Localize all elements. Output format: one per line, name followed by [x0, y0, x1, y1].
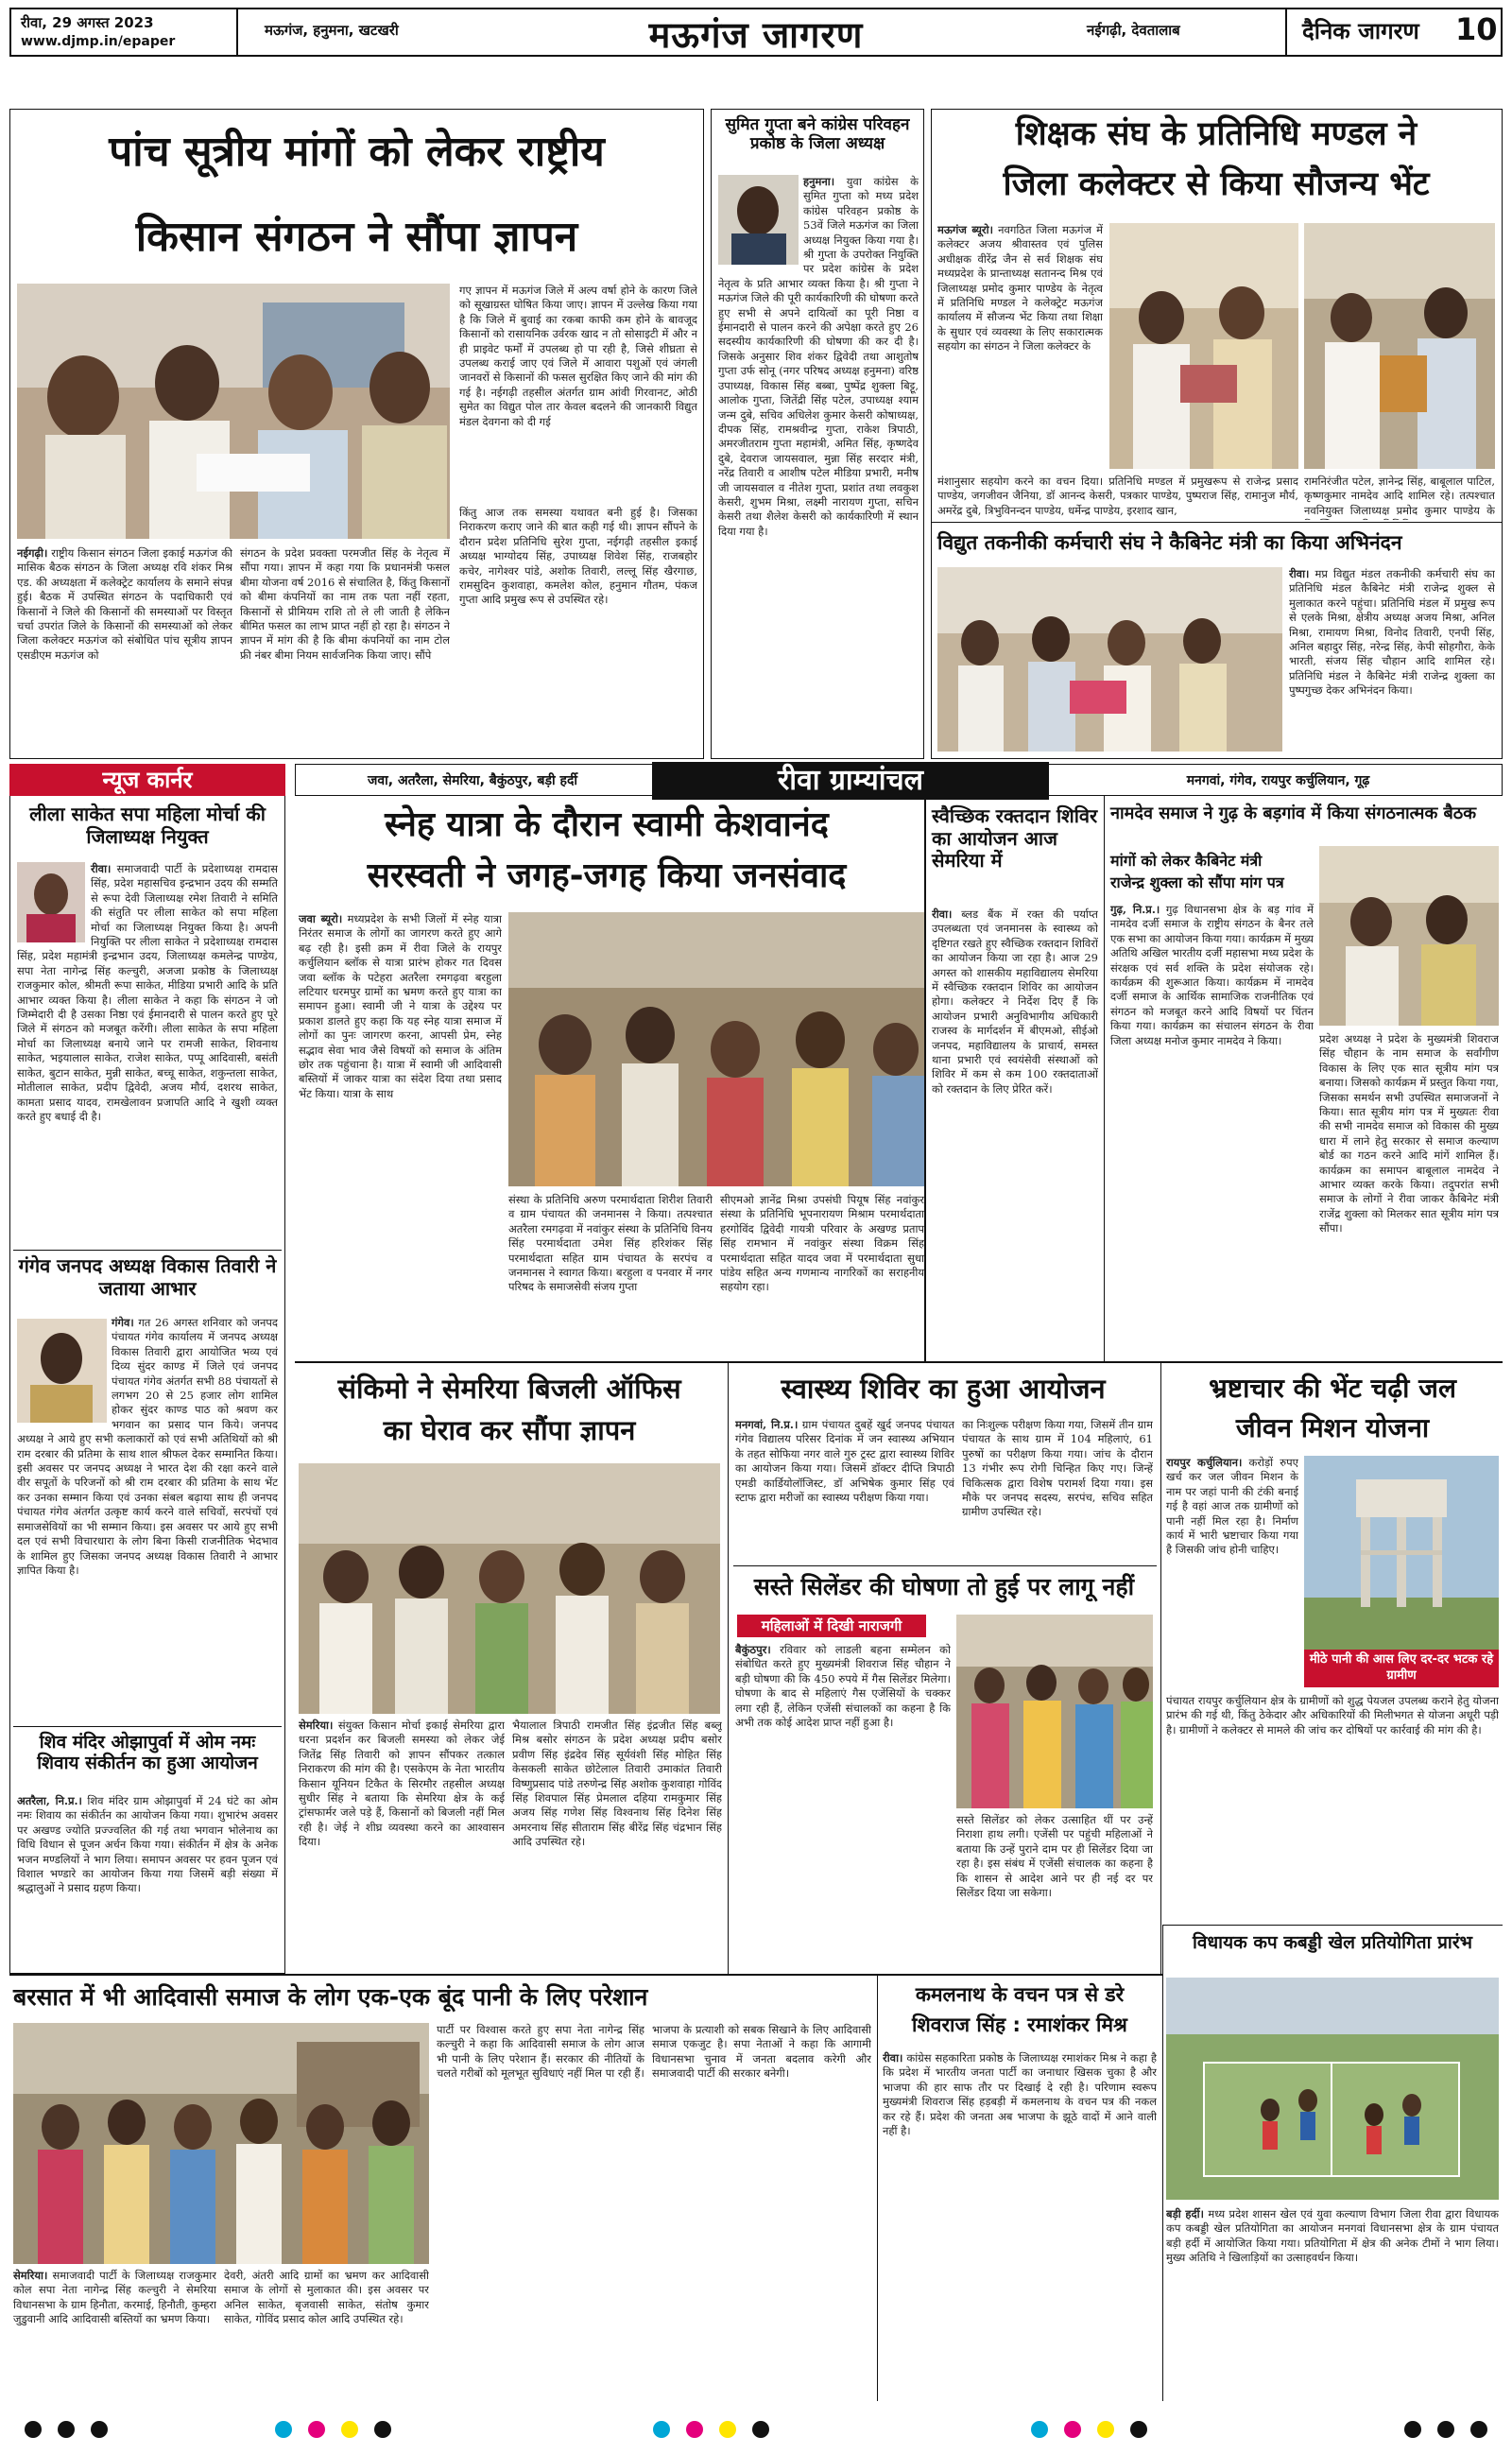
story-shikshak-headline-2: जिला कलेक्टर से किया सौजन्य भेंट: [1003, 165, 1430, 203]
story-kabaddi-dateline: बड़ी हर्दी।: [1166, 2207, 1204, 2221]
story-shikshak-photo-2: [1304, 223, 1495, 469]
story-silendar-col-1: [735, 1643, 951, 1972]
story-sankimo-dateline: सेमरिया।: [299, 1719, 334, 1732]
story-vidyut-body-text: मप्र विद्युत मंडल तकनीकी कर्मचारी संघ का प्रतिनिधि मंडल कैबिनेट मंत्री राजेन्द्र शुक्ल से मुलाकात करने पहुंचा। प्रतिनिधि मंडल में प्रमुख रूप से एलके मिश्रा, क्षेत्रीय अध्यक्ष अजय मिश्रा, अनिल मिश्रा, रामायण मिश्रा, विनोद तिवारी, एनपी सिंह, अनिल बहादुर सिंह, नरेन्द्र सिंह, केपी सोहगौरा, केके भारती, संजय सिंह चौहान आदि शामिल रहे। प्रतिनिधि मंडल ने कैबिनेट मंत्री राजेन्द्र शुक्ला का पुष्पगुच्छ देकर अभिनंदन किया।: [1289, 567, 1495, 698]
story-silendar-dateline: बैकुंठपुर।: [735, 1643, 771, 1656]
section-strip-left: जवा, अतरैला, सेमरिया, बैकुंठपुर, बड़ी हर्दी: [367, 773, 578, 788]
story-namdev-col-1: [1110, 903, 1314, 1357]
story-kabaddi-photo: [1166, 1978, 1499, 2200]
story-barsat-body-1: समाजवादी पार्टी के जिलाध्यक्ष राजकुमार कोल सपा नेता नागेन्द्र सिंह कल्चुरी ने सेमरिया विधानसभा के ग्राम हिनौता, करमाई, हिनौती, कुम्हरा जुडुवानी आदि आदिवासी बस्तियों का भ्रमण किया।: [13, 2269, 216, 2326]
story-sankimo-col-1: [299, 1719, 505, 1972]
story-namdev-headline-1: नामदेव समाज ने गुढ़ के बड़गांव में किया संगठनात्मक बैठक: [1110, 804, 1477, 823]
story-vidyut-dateline: रीवा।: [1289, 567, 1310, 580]
news-corner-label: न्यूज कार्नर: [9, 764, 285, 796]
story-leela-headline: लीला साकेत सपा महिला मोर्चा की जिलाध्यक्ष नियुक्त: [29, 803, 266, 848]
story-kisan-headline-2: किसान संगठन ने सौंपा ज्ञापन: [135, 213, 578, 261]
story-bhrashtachar-body-1: करोड़ों रुपए खर्च कर जल जीवन मिशन के नाम पर जहां पानी की टंकी बनाई गई है वहां आज तक ग्रामीणों को पानी नहीं मिल रहा है। निर्माण कार्य में भारी भ्रष्टाचार किया गया है जिसकी जांच होनी चाहिए।: [1166, 1456, 1298, 1557]
story-barsat-col-1: [13, 2269, 216, 2396]
story-sumit-body-text: युवा कांग्रेस के सुमित गुप्ता को मध्य प्रदेश कांग्रेस परिवहन प्रकोष्ठ के 53वें जिले मऊगंज का जिला अध्यक्ष नियुक्त किया गया है। श्री गुप्ता के उपरोक्त नियुक्ति पर प्रदेश कांग्रेस के प्रदेश नेतृत्व के प्रति आभार व्यक्त किया है। श्री गुप्ता ने मऊगंज जिले की पूरी कार्यकारिणी की घोषणा करते हुए सभी से अपने दायित्वों का पूरी निष्ठा व ईमानदारी से पालन करने की अपेक्षा करते हुए 26 सदस्यीय कार्यकारिणी की घोषणा की कर दी है। जिसके अनुसार शिव शंकर द्विवेदी तथा आशुतोष गुप्ता उर्फ सोनू (नगर परिषद अध्यक्ष हनुमना) वरिष्ठ उपाध्यक्ष, विकास सिंह बब्बा, पुष्पेंद्र शुक्ला बिट्टू, आलोक गुप्ता, जितेंद्री सिंह पटेल, उपाध्यक्ष श्याम जन्म दुबे, सचिव अधिलेश कुमार केसरी कोषाध्यक्ष, दीपक सिंह, रामश्रवीन्द्र गुप्ता, राकेश त्रिपाठी, अमरजीतराम गुप्ता महामंत्री, अमित सिंह, कृष्णदेव दुबे, देवराज जायसवाल, मुन्ना सिंह सरदार मंत्री, नरेंद्र तिवारी व आशीष पटेल मीडिया प्रभारी, मनीष जी जायसवाल व नीतेश गुप्ता, प्रशांत तथा लवकुश केसरी, शुभम मिश्रा, लक्ष्मी नारायण गुप्ता, सचिन केसरी तथा शैलेश केसरी को कार्यकारिणी में स्थान दिया गया है।: [718, 175, 919, 538]
story-kisan-body-1: राष्ट्रीय किसान संगठन जिला इकाई मऊगंज की मासिक बैठक संगठन के जिला अध्यक्ष रवि शंकर मिश्र एड. की अध्यक्षता में कलेक्ट्रेट कार्यालय के समाने संपन्न हुई। बैठक में उपस्थित संगठन के पदाधिकारी एवं किसानों ने जिले की किसानों की समस्याओं पर विस्तृत चर्चा उपरांत जिले के किसानों की समस्याओं को लेकर जिला कलेक्टर मऊगंज को संबोधित पांच सूत्रीय ज्ञापन एसडीएम मऊगंज को: [17, 546, 232, 662]
story-sneh-body-1: मध्यप्रदेश के सभी जिलों में स्नेह यात्रा निरंतर समाज के लोगों का जागरण करते हुए आगे बढ़ रही है। इसी क्रम में रीवा जिले के रायपुर कर्चुलियान ब्लॉक से यात्रा प्रारंभ होकर गत दिवस जवा ब्लॉक के पटेहरा अतरैला रमगढ़वा बरहुला लटियार धरमपुर ग्रामों का भ्रमण करते हुए यात्रा का समापन हुआ। स्वामी जी ने यात्रा के उद्देश्य पर प्रकाश डालते हुए कहा कि यह स्नेह यात्रा समाज में लोगों का पुनः जागरण करना, आपसी प्रेम, स्नेह सद्भाव सेवा भाव जैसे विषयों को समाज के अंतिम छोर तक पहुंचाना है। यात्रा में स्वामी जी आदिवासी बस्तियों में जाकर यात्रा का संदेश दिया तथा प्रसाद भेंट किया। यात्रा के साथ: [299, 912, 502, 1100]
story-shikshak-col-3: रामनिरंजीत पटेल, ज्ञानेन्द्र सिंह, बाबूलाल पाटिल, कृष्णकुमार नामदेव आदि शामिल रहे। तत्पश्चात नवनियुक्त जिलाध्यक्ष प्रमोद कुमार पाण्डेय के: [1304, 475, 1495, 517]
masthead-name: मऊगंज जागरण: [648, 14, 864, 56]
story-rakt: [924, 796, 926, 1361]
story-sumit-dateline: हनुमना।: [803, 175, 835, 188]
story-vidyut-headline: विद्युत तकनीकी कर्मचारी संघ ने कैबिनेट मंत्री का किया अभिनंदन: [937, 531, 1402, 554]
story-sneh-headline-1: स्नेह यात्रा के दौरान स्वामी केशवानंद: [385, 805, 829, 844]
story-kabaddi-headline: विधायक कप कबड्डी खेल प्रतियोगिता प्रारंभ: [1193, 1932, 1472, 1953]
story-barsat-headline: बरसात में भी आदिवासी समाज के लोग एक-एक बूंद पानी के लिए परेशान: [13, 1983, 648, 2011]
story-kisan-headline-1: पांच सूत्रीय मांगों को लेकर राष्ट्रीय: [109, 128, 605, 176]
story-shikshak-body-1: नवगठित जिला मऊगंज में कलेक्टर अजय श्रीवास्तव एवं पुलिस अधीक्षक वीरेंद्र जैन से सर्व शिक्षक संघ मध्यप्रदेश के प्रान्ताध्यक्ष सतानन्द मिश्र एवं जिलाध्यक्ष प्रमोद कुमार पाण्डेय के नेतृत्व में प्रतिनिधि मण्डल ने कलेक्ट्रेट मऊगंज कार्यालय में सौजन्य भेंट किया तथा शिक्षा के सुधार एवं व्यवस्था के लिए सकारात्मक सहयोग का संगठन ने जिला कलेक्टर के: [937, 223, 1103, 354]
section-title: रीवा ग्राम्यांचल: [652, 762, 1049, 800]
story-kisan-col-2: संगठन के प्रदेश प्रवक्ता परमजीत सिंह के नेतृत्व में सौंपा गया। ज्ञापन में कहा गया कि प्रधानमंत्री फसल बीमा योजना वर्ष 2016 से संचालित है, किंतु किसानों को बीमा कंपनियों का नाम तक पता नहीं रहता, किसानों से प्रीमियम राशि तो ले ली जाती है लेकिन बीमित फसल का लाभ प्राप्त नहीं हो रहा है। संगठन ने ज्ञापन में मांग की है कि बीमा कंपनियों का नाम टोल फ्री नंबर बीमा नियम सार्वजनिक किया जाए। सौंपे: [240, 546, 450, 662]
masthead-brand: दैनिक जागरण: [1302, 18, 1419, 44]
story-kamalnath-body-text: कांग्रेस सहकारिता प्रकोष्ठ के जिलाध्यक्ष रमाशंकर मिश्र ने कहा है कि प्रदेश में भारतीय जनता पार्टी का जनाधार खिसक चुका है और भाजपा की हार साफ तौर पर दिखाई दे रही है। परिणाम स्वरूप मुख्यमंत्री शिवराज सिंह हड़बड़ी में कमलनाथ के वचन पत्र की नकल कर रहे हैं। प्रदेश की जनता अब भाजपा के झूठे वादों में आने वाली नहीं है।: [883, 2051, 1157, 2138]
story-rakt-headline: स्वैच्छिक रक्तदान शिविर का आयोजन आज सेमरिया में: [932, 804, 1098, 873]
story-sneh-col-3: सीएमओ ज्ञानेंद्र मिश्रा उपसंघी पियूष सिंह नवांकुर संस्था के प्रतिनिधि भूपनारायण मिश्राम परमार्थदाता हरगोविंद द्विवेदी गायत्री परिवार के अखण्ड प्रताप सिंह रामभान में नवांकुर संस्था विक्रम सिंह परमार्थदाता सहित यादव जवा में परमार्थदाता सुधा पांडेय सहित अन्य गणमान्य नागरिकों का सराहनीय सहयोग रहा।: [720, 1193, 924, 1294]
story-vidyut-photo: [937, 567, 1282, 752]
story-sumit-headline: सुमित गुप्ता बने कांग्रेस परिवहन प्रकोष्ठ के जिला अध्यक्ष: [725, 115, 910, 154]
story-sneh-headline-2: सरस्वती ने जगह-जगह किया जनसंवाद: [367, 856, 847, 895]
story-sumit-body: [718, 175, 919, 753]
story-shiv-headline: शिव मंदिर ओझापुर्वा में ओम नमः शिवाय संकीर्तन का हुआ आयोजन: [37, 1732, 258, 1774]
story-kabaddi-body: [1166, 2207, 1499, 2396]
story-leela-dateline: रीवा।: [91, 862, 112, 875]
story-sneh-col-2: संस्था के प्रतिनिधि अरुण परमार्थदाता शिरीश तिवारी व ग्राम पंचायत की जनमानस ने किया। तत्पश्चात अतरैला रमगढ़वा में नवांकुर संस्था के प्रतिनिधि विनय सिंह परमार्थदाता उमेश सिंह हरिशंकर सिंह परमार्थदाता सहित ग्राम पंचायत के सरपंच व जनमानस ने स्वागत किया। बरहुला व पनवार में नगर परिषद के समाजसेवी संजय गुप्ता: [508, 1193, 713, 1294]
story-bhrashtachar-col-1: [1166, 1456, 1298, 1673]
story-silendar-subhead: महिलाओं में दिखी नाराजगी: [737, 1615, 926, 1637]
story-barsat-photo: [13, 2023, 429, 2264]
story-vidyut-body: [1289, 567, 1495, 752]
story-silendar-body-1: रविवार को लाडली बहना सम्मेलन को संबोधित करते हुए मुख्यमंत्री शिवराज सिंह चौहान ने बड़ी घोषणा की कि 450 रुपये में गैस सिलेंडर मिलेगा। घोषणा के बाद से महिलाएं गैस एजेंसियों के चक्कर लगा रही हैं, लेकिन एजेंसी संचालकों का कहना है कि अभी तक कोई आदेश प्राप्त नहीं हुआ है।: [735, 1643, 951, 1730]
story-gangev-dateline: गंगेव।: [112, 1316, 134, 1329]
story-kisan-dateline: नईगढ़ी।: [17, 546, 48, 560]
story-shiv-body: [17, 1794, 278, 1970]
story-kamalnath-headline-2: शिवराज सिंह : रमाशंकर मिश्र: [912, 2013, 1127, 2036]
story-sankimo-headline-1: संकिमो ने सेमरिया बिजली ऑफिस: [337, 1373, 681, 1405]
story-sneh-col-1: [299, 912, 502, 1357]
story-shiv-dateline: अतरैला, नि.प्र.।: [17, 1794, 82, 1807]
story-bhrashtachar-headline-1: भ्रष्टाचार की भेंट चढ़ी जल: [1209, 1373, 1456, 1404]
story-kisan-col-1: [17, 546, 232, 754]
section-strip-right: मनगवां, गंगेव, रायपुर कर्चुलियान, गूढ़: [1186, 773, 1370, 788]
story-sankimo-body-1: संयुक्त किसान मोर्चा इकाई सेमरिया द्वारा धरना प्रदर्शन कर बिजली समस्या को लेकर जेई जितेंद्र सिंह तिवारी को ज्ञापन सौंपकर तत्काल निराकरण की मांग की है। एसकेएम के नेता भारतीय किसान यूनियन टिकैत के सिरमौर तहसील अध्यक्ष सुधीर सिंह ने बताया कि सेमरिया क्षेत्र के कई ट्रांसफार्मर जले पड़े हैं, किसानों को बिजली नहीं मिल रही है। जेई ने शीघ्र व्यवस्था करने का आश्वासन दिया।: [299, 1719, 505, 1849]
story-shikshak-photo-1: [1109, 223, 1298, 469]
story-shikshak-dateline: मऊगंज ब्यूरो।: [937, 223, 993, 236]
story-sankimo-photo: [299, 1463, 720, 1714]
masthead-right-towns: नईगढ़ी, देवतालाब: [1087, 22, 1180, 39]
story-swasthya-body-1: ग्राम पंचायत दुबहें खुर्द जनपद पंचायत गंगेव विद्यालय परिसर दिनांक में जन स्वास्थ्य अभियान के तहत सोफिया नगर वाले गुरु ट्रस्ट द्वारा स्वास्थ्य शिविर का आयोजन किया गया। जिसमें डॉक्टर दीप्ति त्रिपाठी एमडी कार्डियोलॉजिस्ट, डॉ अभिषेक कुमार सिंह एवं स्टाफ द्वारा मरीजों का स्वास्थ्य परीक्षण किया गया।: [735, 1418, 954, 1505]
story-rakt-body: [932, 907, 1098, 1356]
story-kisan-col-4: किंतु आज तक समस्या यथावत बनी हुई है। जिसका निराकरण कराए जाने की बात कही गई थी। ज्ञापन सौंपने के दौरान प्रदेश प्रतिनिधि सुरेश गुप्ता, नईगढ़ी तहसील इकाई अध्यक्ष भाग्योदय सिंह, उपाध्यक्ष शिवेश सिंह, राजबहोर कचेर, नागेश्वर पांडे, अशोक तिवारी, लल्लू सिंह खैरगाछ, रामसुदिन कुशवाहा, कमलेश कोल, हनुमान गौतम, पंकज गुप्ता आदि प्रमुख रूप से उपस्थित रहे।: [459, 506, 697, 607]
story-shikshak-col-2: मंशानुसार सहयोग करने का वचन दिया। प्रतिनिधि मण्डल में प्रमुखरूप से राजेन्द्र प्रसाद पाण्डेय, जगजीवन जैनिया, डॉ आनन्द केसरी, पत्रकार पाण्डेय, पुष्पराज सिंह, रामानुज मौर्य, अमरेंद्र दुबे, त्रिभुविनन्दन पाण्डेय, धर्मेन्द्र पाण्डेय, इरशाद खान,: [937, 475, 1298, 517]
story-gangev-body: [17, 1316, 278, 1722]
story-silendar-col-2: सस्ते सिलेंडर को लेकर उत्साहित थीं पर उन्हें निराशा हाथ लगी। एजेंसी पर पहुंची महिलाओं ने बताया कि उन्हें पुराने दाम पर ही सिलेंडर दिया जा रहा है। इस संबंध में एजेंसी संचालक का कहना है कि शासन से आदेश आने पर ही नई दर पर सिलेंडर दिया जा सकेगा।: [956, 1813, 1153, 1900]
story-sankimo-col-2: भैयालाल त्रिपाठी रामजीत सिंह इंद्रजीत सिंह बब्लू मिश्र बसोर संगठन के प्रदेश अध्यक्ष प्रदीप बसोर प्रवीण सिंह इंद्रदेव सिंह सूर्यवंशी सिंह मोहित सिंह केसकली साकेत छोटेलाल तिवारी उमाकांत तिवारी विष्णुप्रसाद पांडे तरुणेन्द्र सिंह अशोक कुशवाहा गोविंद सिंह शिवपाल सिंह प्रेमलाल दहिया रामकुमार सिंह अजय सिंह गणेश सिंह विश्वनाथ सिंह दिनेश सिंह अमरनाथ सिंह सीताराम सिंह बीरेंद्र सिंह चंद्रभान सिंह आदि उपस्थित रहे।: [512, 1719, 722, 1849]
masthead-page-number: 10: [1455, 11, 1498, 47]
registration-marks: [0, 2406, 1512, 2454]
story-sankimo-headline-2: का घेराव कर सौंपा ज्ञापन: [383, 1414, 636, 1446]
story-kisan-photo: [17, 284, 450, 539]
story-swasthya-col-1: [735, 1418, 954, 1560]
story-leela-body-text: समाजवादी पार्टी के प्रदेशाध्यक्ष रामदास सिंह, प्रदेश महासचिव इन्द्रभान उदय की सम्मति से रूपा देवी जिलाध्यक्ष रमेश तिवारी ने समिति की संतुति पर लीला साकेत को सपा महिला मोर्चा का जिलाध्यक्ष नियुक्त किया है। अपनी नियुक्ति पर लीला साकेत ने प्रदेशाध्यक्ष रामदास सिंह, प्रदेश महामंत्री इन्द्रभान उदय, जिलाध्यक्ष कमलेन्द्र पाण्डेय, सपा नेता नागेन्द्र सिंह कल्चुरी, अजजा प्रकोष्ठ के जिलाध्यक्ष राजकुमार कोल, श्रीमती रूपा साकेत, मीडिया प्रभारी आदि के प्रति आभार व्यक्त किया है। लीला साकेत ने कहा कि संगठन ने जो जिम्मेदारी दी है उसका निष्ठा एवं ईमानदारी से पालन करते हुए पूरे जिले में संगठन को मजबूत करेंगी। लीला साकेत के सपा महिला मोर्चा का जिलाध्यक्ष बनाये जाने पर रामजी साकेत, शिवनाथ साकेत, भइयालाल साकेत, राजेश साकेत, पप्पू आदिवासी, बसंती साकेत, बुटान साकेत, मुन्नी साकेत, बच्चू साकेत, शकुन्तला साकेत, मोतीलाल साकेत, प्रदीप द्विवेदी, अजय मौर्य, दशरथ साकेत, कामता प्रसाद यादव, रामखेलावन प्रजापति आदि ने खुशी व्यक्त करते हुए बधाई दी है।: [17, 862, 278, 1123]
story-shikshak-headline-1: शिक्षक संघ के प्रतिनिधि मण्डल ने: [1015, 115, 1418, 153]
story-bhrashtachar-headline-2: जीवन मिशन योजना: [1235, 1412, 1430, 1443]
story-silendar-headline: सस्ते सिलेंडर की घोषणा तो हुई पर लागू नहीं: [753, 1573, 1135, 1600]
story-rakt-body-text: ब्लड बैंक में रक्त की पर्याप्त उपलब्धता एवं जनमानस के स्वास्थ्य को दृष्टिगत रखते हुए स्वैच्छिक रक्तदान शिविरों का आयोजन किया जा रहा है। आज 29 अगस्त को शासकीय महाविद्यालय सेमरिया में स्वैच्छिक रक्तदान शिविर का आयोजन होगा। कलेक्टर ने निर्देश दिए हैं कि आयोजन प्रभारी अनुविभागीय अधिकारी राजस्व के मार्गदर्शन में बीएमओ, सीईओ जनपद, महाविद्यालय के प्राचार्य, समस्त थाना प्रभारी एवं स्वयंसेवी संस्थाओं को शिविर में कम से कम 100 रक्तदाताओं को रक्तदान के लिए प्रेरित करें।: [932, 907, 1098, 1096]
story-kamalnath-headline-1: कमलनाथ के वचन पत्र से डरे: [915, 1983, 1125, 2006]
masthead-left-towns: मऊगंज, हनुमना, खटखरी: [265, 22, 399, 39]
story-shiv-body-text: शिव मंदिर ग्राम ओझापुर्वा में 24 घंटे का ओम नमः शिवाय का संकीर्तन का आयोजन किया गया। शुभारंभ अवसर पर अखण्ड ज्योति प्रज्ज्वलित की गई तथा भगवान भोलेनाथ का विधि विधान से पूजन अर्चन किया गया। संकीर्तन में क्षेत्र के अनेक भजन मण्डलियों ने भाग लिया। समापन अवसर पर हवन पूजन एवं विशाल भण्डारे का आयोजन किया गया जिसमें बड़ी संख्या में श्रद्धालुओं ने प्रसाद ग्रहण किया।: [17, 1794, 278, 1895]
story-barsat-col-2: देवरी, अंतरी आदि ग्रामों का भ्रमण कर आदिवासी समाज के लोगों से मुलाकात की। इस अवसर पर अनिल साकेत, बृजवासी साकेत, संतोष कुमार साकेत, गोविंद प्रसाद कोल आदि उपस्थित रहे।: [224, 2269, 429, 2326]
masthead-date: रीवा, 29 अगस्त 2023: [21, 14, 154, 31]
story-barsat-dateline: सेमरिया।: [13, 2269, 48, 2282]
story-namdev-photo: [1319, 846, 1499, 1026]
story-gangev-body-text: गत 26 अगस्त शनिवार को जनपद पंचायत गंगेव कार्यालय में जनपद अध्यक्ष विकास तिवारी द्वारा आयोजित भव्य एवं दिव्य सुंदर काण्ड में जिले एवं जनपद पंचायत गंगेव अंतर्गत सभी 88 पंचायतों से लगभग 20 से 25 हजार लोग शामिल होकर सुंदर काण्ड पाठ को श्रवण कर भगवान का प्रसाद पान किये। जनपद अध्यक्ष ने आये हुए सभी कलाकारों को एवं सभी अतिथियों को श्री राम दरबार की प्रतिमा के साथ शाल श्रीफल देकर सम्मानित किया। इसी अवसर पर जनपद अध्यक्ष ने भारत देश की रक्षा करने वाले वीर सपूतों के परिजनों को श्री राम दरबार की प्रतिमा के साथ भेंट कर उनका सम्मान किया एवं उनका संबल बढ़ाया साथ ही जनपद पंचायत गंगेव अंतर्गत उत्कृष्ट कार्य करने वाले सचिवों, सरपंचों एवं समाजसेवियों का भी सम्मान किया। इस अवसर पर आये हुए सभी दल एवं सभी विचारधारा के लोग बिना किसी राजनीतिक भेदभाव के शामिल हुए जिसका जनपद अध्यक्ष विकास तिवारी ने आभार ज्ञापित किया है।: [17, 1316, 278, 1577]
story-rakt-dateline: रीवा।: [932, 907, 953, 921]
story-leela-body: [17, 862, 278, 1245]
story-namdev-body-1: गुढ़ विधानसभा क्षेत्र के बड़ गांव में नामदेव दर्जी समाज के राष्ट्रीय संगठन के बैनर तले एक सभा का आयोजन किया गया। कार्यक्रम में मुख्य अतिथि अखिल भारतीय दर्जी महासभा मध्य प्रदेश के संरक्षक एवं सर्व शक्ति के प्रदेश संयोजक रहे। कार्यक्रम की शुरूआत किया। कार्यक्रम में नामदेव दर्जी समाज के आर्थिक सामाजिक राजनीतिक एवं संगठन को मजबूत करने आदि विषयों पर चिंतन किया गया। कार्यक्रम का संचालन संगठन के रीवा जिला अध्यक्ष मनोज कुमार नामदेव ने किया।: [1110, 903, 1314, 1047]
story-silendar-photo: [956, 1615, 1153, 1808]
story-sneh-dateline: जवा ब्यूरो।: [299, 912, 343, 925]
masthead-url: www.djmp.in/epaper: [21, 34, 176, 49]
story-swasthya-headline: स्वास्थ्य शिविर का हुआ आयोजन: [781, 1373, 1106, 1405]
story-kisan-col-3: गए ज्ञापन में मऊगंज जिले में अल्प वर्षा होने के कारण जिले को सूखाग्रस्त घोषित किया जाए। ज्ञापन में उल्लेख किया गया है कि जिले में बुवाई का रकबा काफी कम होने के बावजूद किसानों को रासायनिक उर्वरक खाद न तो सोसाइटी में और न ही प्राइवेट फर्मों में उपलब्ध हो पा रही है, जिसे शीघ्रता से उपलब्ध कराई जाए एवं जिले में आवारा पशुओं एवं जंगली जानवरों से किसानों की फसल सुरक्षित किए जाने की मांग की गई है। नईगढ़ी तहसील अंतर्गत ग्राम आंवी गिरवानट, ओठी सुमेत का विद्युत पोल तार केवल बदलने की जानकारी विद्युत मंडल देवगना को दी गई: [459, 284, 697, 428]
story-namdev-col-2: प्रदेश अध्यक्ष ने प्रदेश के मुख्यमंत्री शिवराज सिंह चौहान के नाम समाज के सर्वांगीण विकास के लिए एक सात सूत्रीय मांग पत्र बनाया। जिसको कार्यक्रम में प्रस्तुत किया गया, जिसका समर्थन सभी उपस्थित समाजजनों ने किया। सात सूत्रीय मांग पत्र में मुख्यतः रीवा की सभी नामदेव समाज को विकास की मुख्य धारा में लाने हेतु सरकार से समाज कल्याण बोर्ड का गठन करने आदि मांगें शामिल हैं। कार्यक्रम का समापन बाबूलाल नामदेव ने आभार व्यक्त करके किया। तदुपरांत सभी समाज के लोगों ने रीवा जाकर कैबिनेट मंत्री राजेंद्र शुक्ला को मिलकर सात सूत्रीय मांग पत्र सौंपा।: [1319, 1032, 1499, 1236]
story-sneh-photo: [508, 912, 924, 1186]
story-bhrashtachar-photo-caption: मीठे पानी की आस लिए दर-दर भटक रहे ग्रामीण: [1304, 1650, 1499, 1687]
story-swasthya-col-2: का निःशुल्क परीक्षण किया गया, जिसमें तीन ग्राम पंचायत के साथ ग्राम में 104 महिलाएं, 61 पुरुषों का परीक्षण किया गया। जांच के दौरान 13 गंभीर रूप रोगी चिन्हित किए गए। जिन्हें चिकित्सक द्वारा विशेष परामर्श दिया गया। इस मौके पर जनपद सदस्य, सरपंच, सचिव सहित ग्रामीण उपस्थित रहे।: [962, 1418, 1153, 1519]
story-bhrashtachar-dateline: रायपुर कर्चुलियान।: [1166, 1456, 1243, 1469]
story-bhrashtachar-col-2: पंचायत रायपुर कर्चुलियान क्षेत्र के ग्रामीणों को शुद्ध पेयजल उपलब्ध कराने हेतु योजना प्रारंभ की गई थी, किंतु ठेकेदार और अधिकारियों की मिलीभगत से योजना अधूरी पड़ी है। ग्रामीणों ने कलेक्टर से मामले की जांच कर दोषियों पर कार्रवाई की मांग की है।: [1166, 1694, 1499, 1737]
story-kamalnath-dateline: रीवा।: [883, 2051, 903, 2065]
story-kamalnath-body: [883, 2051, 1157, 2396]
story-bhrashtachar-photo: [1304, 1456, 1499, 1650]
story-barsat-col-3: पार्टी पर विश्वास करते हुए सपा नेता नागेन्द्र सिंह कल्चुरी ने कहा कि आदिवासी समाज के लोग आज भी पानी के लिए परेशान हैं। सरकार की नीतियों के चलते गरीबों को मूलभूत सुविधाएं नहीं मिल पा रही हैं।: [437, 2023, 644, 2081]
story-sankimo: [295, 1361, 1503, 1363]
story-namdev-headline-2: मांगों को लेकर कैबिनेट मंत्री: [1110, 852, 1263, 870]
story-namdev-dateline: गुढ़, नि.प्र.।: [1110, 903, 1160, 916]
story-namdev-headline-3: राजेन्द्र शुक्ला को सौंपा मांग पत्र: [1110, 873, 1284, 891]
story-shikshak-col-1: [937, 223, 1103, 471]
story-kabaddi-body-text: मध्य प्रदेश शासन खेल एवं युवा कल्याण विभाग जिला रीवा द्वारा विधायक कप कबड्डी खेल प्रतियोगिता का आयोजन मनगवां विधानसभा क्षेत्र के ग्राम पंचायत बड़ी हर्दी में आयोजित किया गया। प्रतियोगिता में क्षेत्र की अनेक टीमों ने भाग लिया। मुख्य अतिथि ने खिलाड़ियों का उत्साहवर्धन किया।: [1166, 2207, 1499, 2265]
story-swasthya-dateline: मनगवां, नि.प्र.।: [735, 1418, 799, 1431]
story-gangev-headline: गंगेव जनपद अध्यक्ष विकास तिवारी ने जताया आभार: [18, 1254, 277, 1300]
story-barsat-col-4: भाजपा के प्रत्याशी को सबक सिखाने के लिए आदिवासी समाज एकजुट है। सपा नेताओं ने कहा कि आगामी विधानसभा चुनाव में जनता बदलाव करेगी और समाजवादी पार्टी की सरकार बनेगी।: [652, 2023, 871, 2081]
